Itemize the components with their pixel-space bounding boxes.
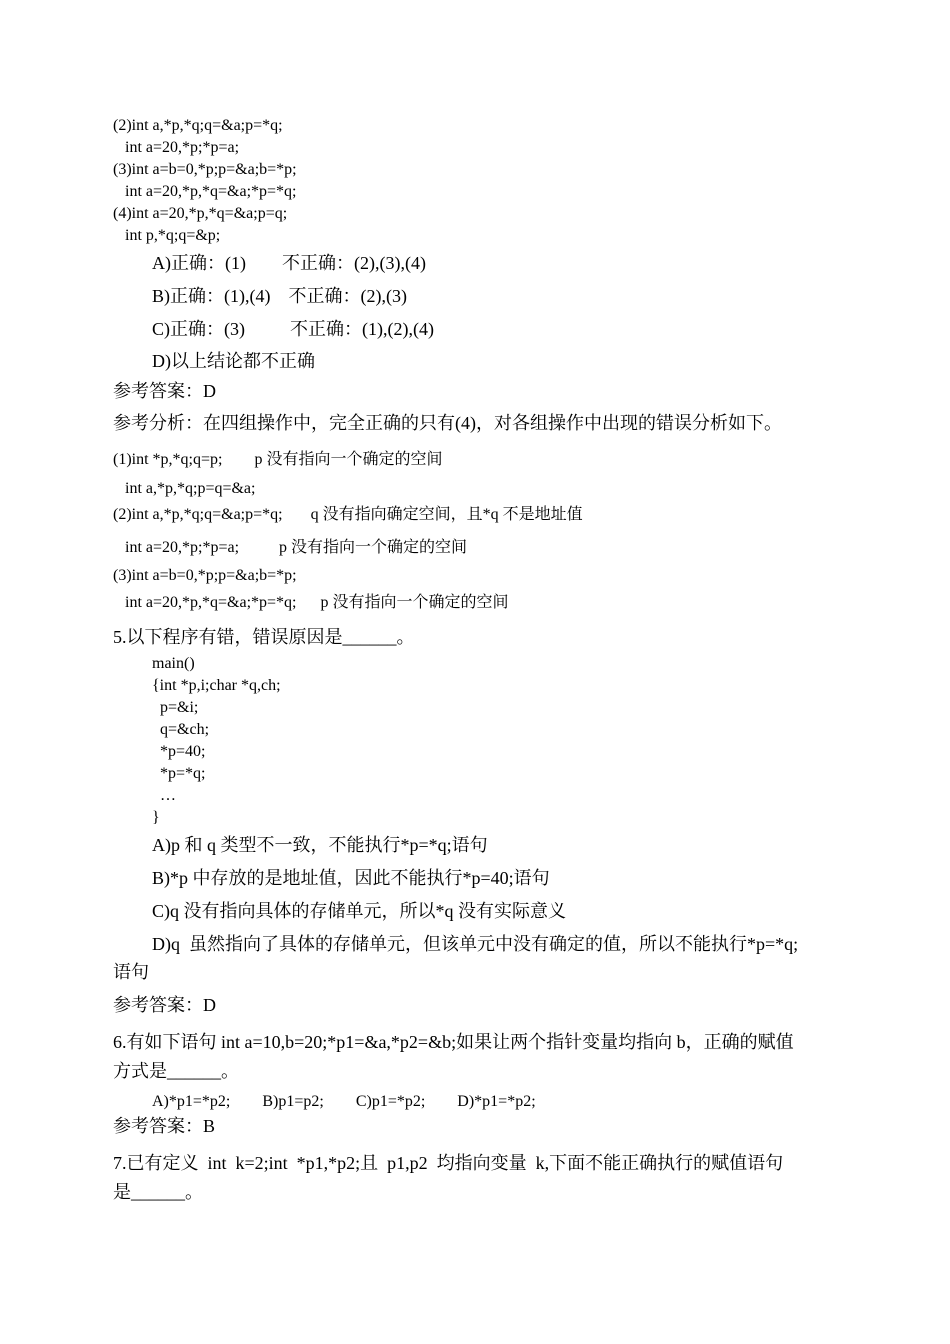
analysis-line: int a,*p,*q;p=q=&a; [113,480,256,497]
option-c: C)q 没有指向具体的存储单元，所以*q 没有实际意义 [152,901,566,921]
analysis-heading: 参考分析：在四组操作中，完全正确的只有(4)，对各组操作中出现的错误分析如下。 [113,413,782,433]
code-line: q=&ch; [152,721,210,738]
code-line: int a=20,*p;*p=a; [113,139,240,156]
analysis-line: (1)int *p,*q;q=p; p 没有指向一个确定的空间 [113,451,443,468]
answer: 参考答案：B [113,1116,216,1136]
code-line: main() [152,655,195,672]
code-line: … [152,787,176,804]
options-row: A)*p1=*p2; B)p1=p2; C)p1=*p2; D)*p1=*p2; [152,1093,536,1110]
option-a: A)正确：(1) 不正确：(2),(3),(4) [152,253,426,273]
code-line: *p=40; [152,743,206,760]
option-a: A)p 和 q 类型不一致，不能执行*p=*q;语句 [152,835,488,855]
question-title: 5.以下程序有错，错误原因是______。 [113,627,415,647]
question-title-continued: 是______。 [113,1182,203,1202]
option-d-continued: 语句 [113,962,149,982]
code-line: } [152,809,160,826]
analysis-line: int a=20,*p;*p=a; p 没有指向一个确定的空间 [113,539,468,556]
option-d: D)q 虽然指向了具体的存储单元，但该单元中没有确定的值，所以不能执行*p=*q; [152,934,799,954]
code-line: p=&i; [152,699,199,716]
option-b: B)正确：(1),(4) 不正确：(2),(3) [152,286,407,306]
option-b: B)*p 中存放的是地址值，因此不能执行*p=40;语句 [152,868,550,888]
code-line: (2)int a,*p,*q;q=&a;p=*q; [113,117,283,134]
option-d: D)以上结论都不正确 [152,351,315,371]
code-line: int p,*q;q=&p; [113,227,221,244]
code-line: *p=*q; [152,765,206,782]
question-title-continued: 方式是______。 [113,1061,239,1081]
code-line: (4)int a=20,*p,*q=&a;p=q; [113,205,288,222]
analysis-line: int a=20,*p,*q=&a;*p=*q; p 没有指向一个确定的空间 [113,594,509,611]
code-line: int a=20,*p,*q=&a;*p=*q; [113,183,297,200]
question-title: 6.有如下语句 int a=10,b=20;*p1=&a,*p2=&b;如果让两个指针变量均指向 b，正确的赋值 [113,1032,794,1052]
answer: 参考答案：D [113,381,216,401]
question-title: 7.已有定义 int k=2;int *p1,*p2;且 p1,p2 均指向变量 k,下面不能正确执行的赋值语句 [113,1153,784,1173]
code-line: {int *p,i;char *q,ch; [152,677,281,694]
analysis-line: (2)int a,*p,*q;q=&a;p=*q; q 没有指向确定空间，且*q 不是地址值 [113,506,583,523]
answer: 参考答案：D [113,995,216,1015]
code-line: (3)int a=b=0,*p;p=&a;b=*p; [113,161,297,178]
option-c: C)正确：(3) 不正确：(1),(2),(4) [152,319,434,339]
analysis-line: (3)int a=b=0,*p;p=&a;b=*p; [113,567,297,584]
